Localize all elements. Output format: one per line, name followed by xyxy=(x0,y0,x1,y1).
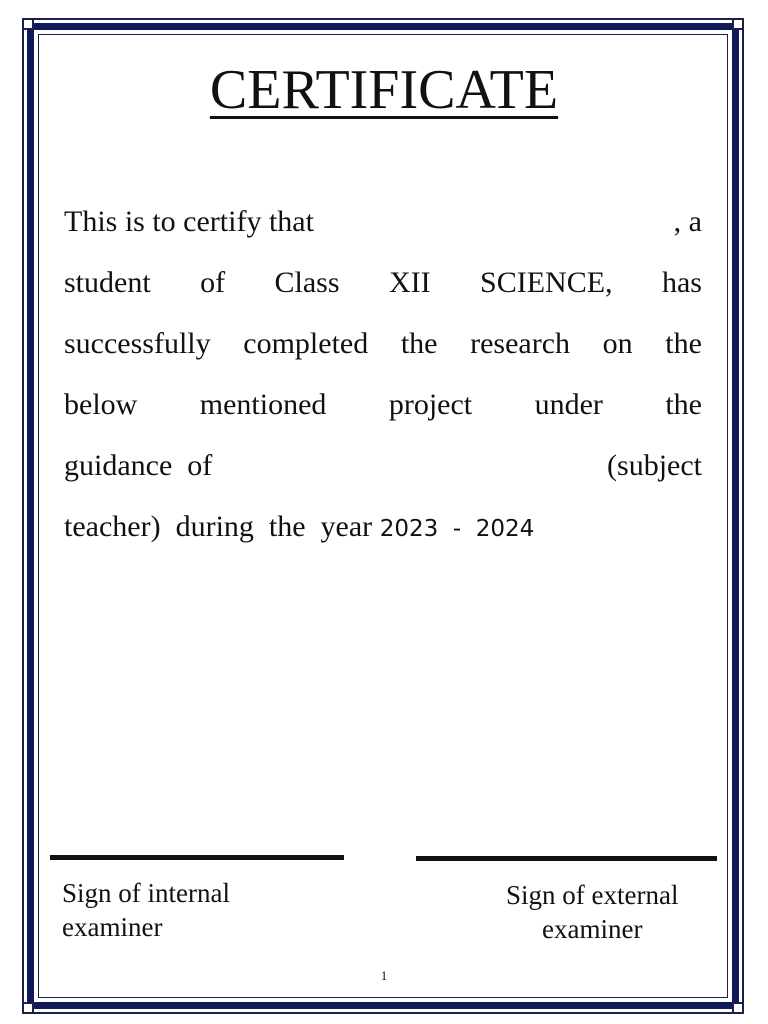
body-word: SCIENCE, xyxy=(480,266,613,299)
body-line-2 xyxy=(64,263,702,303)
external-examiner-label xyxy=(506,878,678,946)
border-corner-top-left xyxy=(22,18,34,30)
certificate-title-text: CERTIFICATE xyxy=(209,59,559,121)
body-word: below xyxy=(64,388,138,421)
body-word: has xyxy=(661,266,702,299)
internal-signature-line xyxy=(50,855,344,860)
certificate-title xyxy=(0,59,768,121)
body-line-1-right: , a xyxy=(673,205,702,238)
page-number: 1 xyxy=(380,968,388,983)
body-word: research xyxy=(470,327,571,360)
border-corner-bottom-right xyxy=(732,1002,744,1014)
body-word: mentioned xyxy=(199,388,327,421)
body-word: student xyxy=(64,266,151,299)
body-line-1-left: This is to certify that xyxy=(64,205,314,238)
body-word: XII xyxy=(388,266,431,299)
body-word: completed xyxy=(243,327,369,360)
body-word: the xyxy=(400,327,438,360)
body-word: of xyxy=(200,266,226,299)
external-examiner-label-line1: Sign of external xyxy=(506,880,679,910)
internal-examiner-label-line2: examiner xyxy=(62,912,163,942)
body-line-4 xyxy=(64,385,702,425)
body-word: successfully xyxy=(64,327,211,360)
body-word: the xyxy=(665,388,702,421)
border-corner-top-right xyxy=(732,18,744,30)
body-word: under xyxy=(534,388,603,421)
body-line-6 xyxy=(64,507,702,547)
external-signature-line xyxy=(416,856,717,861)
body-line-5-left: guidance of xyxy=(64,449,213,482)
body-line-3 xyxy=(64,324,702,364)
border-corner-bottom-left xyxy=(22,1002,34,1014)
body-word: Class xyxy=(274,266,340,299)
body-line-5-right: (subject xyxy=(607,449,702,482)
body-line-5 xyxy=(64,446,702,486)
internal-examiner-label xyxy=(62,876,230,944)
body-word: on xyxy=(602,327,633,360)
body-word: the xyxy=(665,327,702,360)
external-examiner-label-line2: examiner xyxy=(542,914,643,944)
academic-year: 2023 - 2024 xyxy=(379,516,535,542)
body-word: project xyxy=(388,388,473,421)
body-line-6-text: teacher) during the year xyxy=(64,510,373,543)
body-line-1 xyxy=(64,202,702,242)
internal-examiner-label-line1: Sign of internal xyxy=(62,878,230,908)
